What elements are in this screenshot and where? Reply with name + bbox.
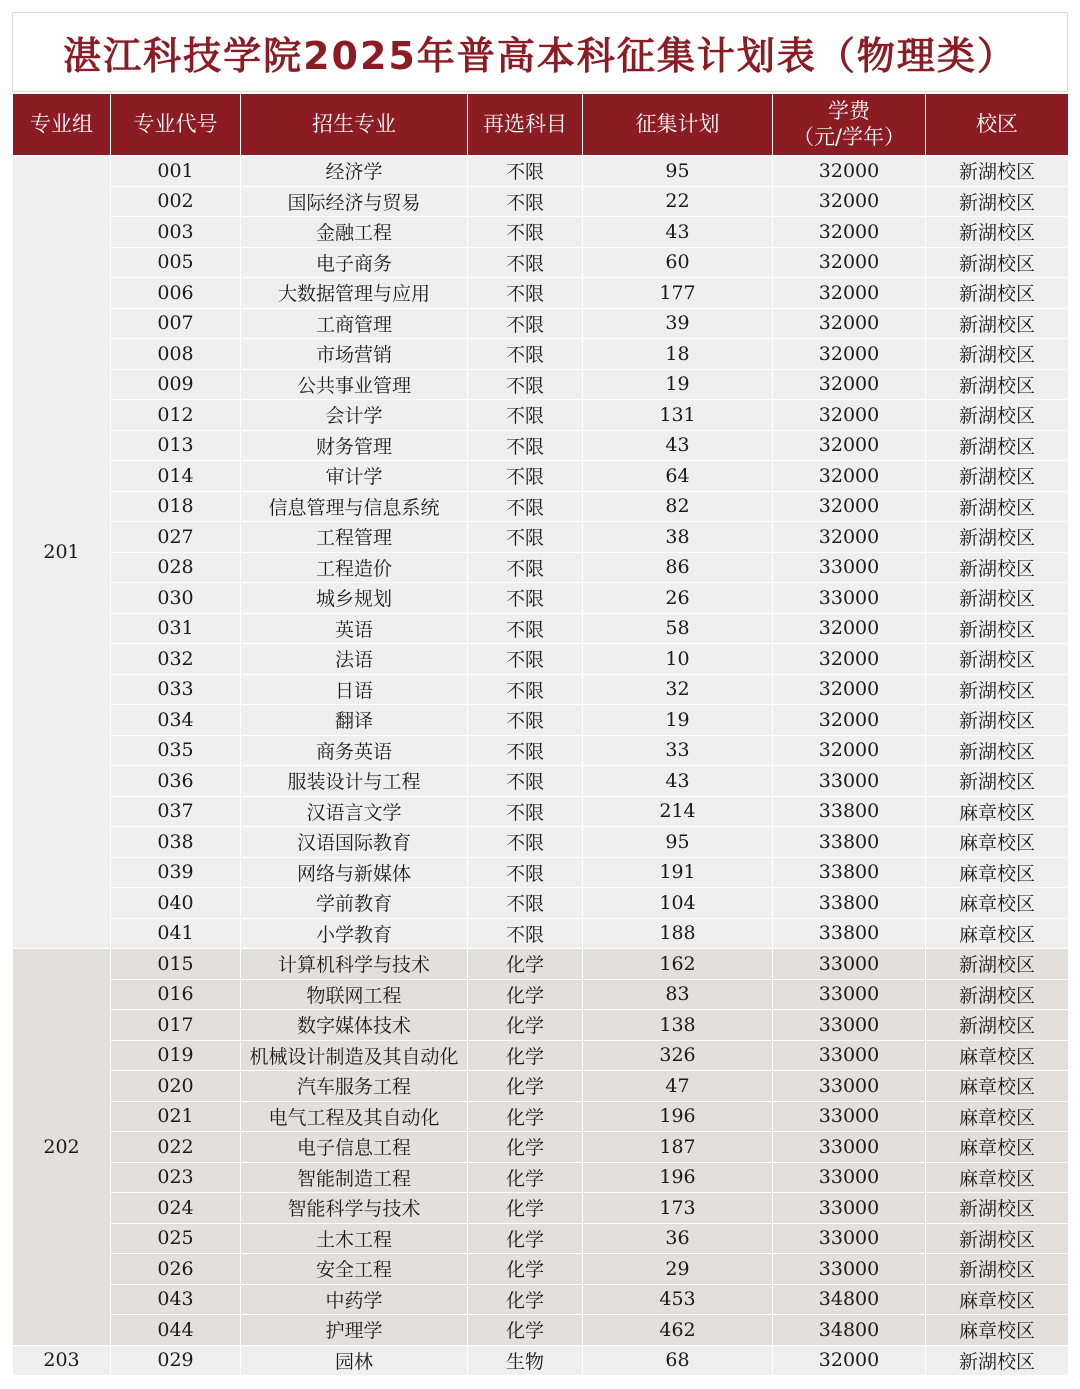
cell-plan: 191 [583, 857, 773, 888]
cell-plan: 95 [583, 156, 773, 187]
cell-code: 041 [111, 918, 241, 949]
cell-campus: 新湖校区 [926, 156, 1069, 187]
cell-fee: 33800 [773, 918, 926, 949]
cell-subject: 生物 [468, 1345, 583, 1376]
cell-subject: 不限 [468, 735, 583, 766]
cell-code: 013 [111, 430, 241, 461]
cell-plan: 19 [583, 705, 773, 736]
cell-fee: 33000 [773, 1010, 926, 1041]
cell-subject: 化学 [468, 1010, 583, 1041]
cell-code: 020 [111, 1071, 241, 1102]
cell-major: 工商管理 [241, 308, 468, 339]
cell-major: 汉语言文学 [241, 796, 468, 827]
cell-major: 汉语国际教育 [241, 827, 468, 858]
cell-subject: 不限 [468, 674, 583, 705]
cell-code: 034 [111, 705, 241, 736]
cell-campus: 新湖校区 [926, 644, 1069, 675]
cell-group: 202 [13, 949, 111, 1346]
cell-major: 数字媒体技术 [241, 1010, 468, 1041]
cell-fee: 33000 [773, 1132, 926, 1163]
cell-subject: 化学 [468, 1071, 583, 1102]
cell-campus: 麻章校区 [926, 1101, 1069, 1132]
cell-subject: 化学 [468, 949, 583, 980]
cell-plan: 173 [583, 1193, 773, 1224]
cell-major: 城乡规划 [241, 583, 468, 614]
cell-campus: 麻章校区 [926, 1284, 1069, 1315]
cell-campus: 新湖校区 [926, 1010, 1069, 1041]
cell-major: 财务管理 [241, 430, 468, 461]
table-row [13, 1284, 1069, 1315]
cell-plan: 38 [583, 522, 773, 553]
cell-major: 英语 [241, 613, 468, 644]
cell-fee: 32000 [773, 491, 926, 522]
cell-campus: 新湖校区 [926, 339, 1069, 370]
cell-code: 022 [111, 1132, 241, 1163]
cell-major: 机械设计制造及其自动化 [241, 1040, 468, 1071]
cell-plan: 43 [583, 430, 773, 461]
cell-code: 024 [111, 1193, 241, 1224]
cell-subject: 化学 [468, 1040, 583, 1071]
cell-campus: 新湖校区 [926, 522, 1069, 553]
cell-plan: 64 [583, 461, 773, 492]
cell-code: 033 [111, 674, 241, 705]
table-row [13, 705, 1069, 736]
cell-code: 009 [111, 369, 241, 400]
cell-fee: 32000 [773, 217, 926, 248]
cell-subject: 不限 [468, 705, 583, 736]
cell-major: 小学教育 [241, 918, 468, 949]
cell-major: 工程造价 [241, 552, 468, 583]
table-row [13, 430, 1069, 461]
table-row [13, 644, 1069, 675]
cell-plan: 95 [583, 827, 773, 858]
cell-plan: 39 [583, 308, 773, 339]
cell-major: 安全工程 [241, 1254, 468, 1285]
cell-campus: 新湖校区 [926, 461, 1069, 492]
cell-major: 信息管理与信息系统 [241, 491, 468, 522]
cell-subject: 化学 [468, 1162, 583, 1193]
header-fee-line2: （元/学年） [792, 124, 906, 149]
cell-fee: 32000 [773, 1345, 926, 1376]
cell-campus: 新湖校区 [926, 308, 1069, 339]
cell-campus: 麻章校区 [926, 1162, 1069, 1193]
header-campus: 校区 [926, 94, 1069, 156]
header-fee-line1: 学费 [828, 99, 870, 124]
cell-subject: 不限 [468, 400, 583, 431]
cell-fee: 33800 [773, 827, 926, 858]
cell-plan: 32 [583, 674, 773, 705]
cell-plan: 214 [583, 796, 773, 827]
cell-fee: 33000 [773, 979, 926, 1010]
cell-major: 日语 [241, 674, 468, 705]
cell-code: 040 [111, 888, 241, 919]
cell-code: 030 [111, 583, 241, 614]
cell-plan: 29 [583, 1254, 773, 1285]
cell-fee: 32000 [773, 735, 926, 766]
cell-campus: 麻章校区 [926, 1315, 1069, 1346]
cell-subject: 不限 [468, 522, 583, 553]
cell-campus: 新湖校区 [926, 186, 1069, 217]
cell-fee: 33000 [773, 552, 926, 583]
table-row [13, 522, 1069, 553]
cell-fee: 32000 [773, 400, 926, 431]
cell-subject: 化学 [468, 1101, 583, 1132]
cell-campus: 新湖校区 [926, 735, 1069, 766]
cell-code: 037 [111, 796, 241, 827]
cell-plan: 47 [583, 1071, 773, 1102]
title-box [12, 12, 1068, 92]
cell-campus: 新湖校区 [926, 369, 1069, 400]
cell-plan: 138 [583, 1010, 773, 1041]
cell-campus: 新湖校区 [926, 613, 1069, 644]
table-header-row [13, 94, 1069, 156]
header-major: 招生专业 [241, 94, 468, 156]
cell-campus: 新湖校区 [926, 491, 1069, 522]
cell-code: 044 [111, 1315, 241, 1346]
cell-plan: 19 [583, 369, 773, 400]
table-row [13, 552, 1069, 583]
cell-subject: 不限 [468, 369, 583, 400]
cell-major: 电气工程及其自动化 [241, 1101, 468, 1132]
cell-campus: 新湖校区 [926, 766, 1069, 797]
cell-campus: 麻章校区 [926, 918, 1069, 949]
cell-subject: 不限 [468, 644, 583, 675]
cell-code: 017 [111, 1010, 241, 1041]
cell-campus: 新湖校区 [926, 949, 1069, 980]
table-row [13, 613, 1069, 644]
cell-plan: 82 [583, 491, 773, 522]
cell-campus: 麻章校区 [926, 1040, 1069, 1071]
table-row [13, 308, 1069, 339]
cell-major: 会计学 [241, 400, 468, 431]
cell-code: 023 [111, 1162, 241, 1193]
cell-fee: 33000 [773, 1223, 926, 1254]
cell-fee: 32000 [773, 705, 926, 736]
cell-campus: 新湖校区 [926, 979, 1069, 1010]
cell-plan: 58 [583, 613, 773, 644]
cell-code: 035 [111, 735, 241, 766]
cell-plan: 326 [583, 1040, 773, 1071]
cell-major: 物联网工程 [241, 979, 468, 1010]
cell-fee: 32000 [773, 247, 926, 278]
cell-campus: 新湖校区 [926, 247, 1069, 278]
cell-major: 商务英语 [241, 735, 468, 766]
cell-subject: 不限 [468, 430, 583, 461]
cell-fee: 32000 [773, 186, 926, 217]
cell-code: 018 [111, 491, 241, 522]
cell-plan: 18 [583, 339, 773, 370]
cell-fee: 34800 [773, 1284, 926, 1315]
cell-major: 服装设计与工程 [241, 766, 468, 797]
header-fee [773, 94, 926, 156]
cell-campus: 新湖校区 [926, 278, 1069, 309]
cell-major: 计算机科学与技术 [241, 949, 468, 980]
cell-subject: 化学 [468, 979, 583, 1010]
cell-plan: 68 [583, 1345, 773, 1376]
cell-major: 国际经济与贸易 [241, 186, 468, 217]
cell-subject: 不限 [468, 247, 583, 278]
cell-plan: 196 [583, 1101, 773, 1132]
cell-code: 015 [111, 949, 241, 980]
cell-fee: 33800 [773, 796, 926, 827]
cell-plan: 131 [583, 400, 773, 431]
cell-major: 智能制造工程 [241, 1162, 468, 1193]
cell-campus: 麻章校区 [926, 888, 1069, 919]
cell-code: 029 [111, 1345, 241, 1376]
table-row [13, 949, 1069, 980]
cell-plan: 104 [583, 888, 773, 919]
cell-campus: 新湖校区 [926, 1193, 1069, 1224]
cell-fee: 32000 [773, 522, 926, 553]
cell-fee: 32000 [773, 339, 926, 370]
cell-plan: 462 [583, 1315, 773, 1346]
cell-fee: 32000 [773, 461, 926, 492]
cell-fee: 33000 [773, 1040, 926, 1071]
table-row [13, 461, 1069, 492]
cell-plan: 33 [583, 735, 773, 766]
cell-subject: 化学 [468, 1254, 583, 1285]
cell-campus: 新湖校区 [926, 705, 1069, 736]
cell-fee: 32000 [773, 613, 926, 644]
cell-major: 审计学 [241, 461, 468, 492]
cell-subject: 不限 [468, 583, 583, 614]
cell-plan: 86 [583, 552, 773, 583]
cell-code: 025 [111, 1223, 241, 1254]
cell-major: 园林 [241, 1345, 468, 1376]
cell-plan: 187 [583, 1132, 773, 1163]
cell-subject: 不限 [468, 766, 583, 797]
table-row [13, 247, 1069, 278]
cell-campus: 新湖校区 [926, 400, 1069, 431]
table-row [13, 827, 1069, 858]
table-row [13, 766, 1069, 797]
cell-fee: 32000 [773, 278, 926, 309]
cell-plan: 162 [583, 949, 773, 980]
cell-campus: 新湖校区 [926, 217, 1069, 248]
cell-fee: 32000 [773, 369, 926, 400]
cell-campus: 麻章校区 [926, 857, 1069, 888]
cell-fee: 32000 [773, 156, 926, 187]
cell-major: 经济学 [241, 156, 468, 187]
cell-major: 工程管理 [241, 522, 468, 553]
cell-fee: 32000 [773, 644, 926, 675]
cell-subject: 不限 [468, 491, 583, 522]
cell-plan: 453 [583, 1284, 773, 1315]
cell-campus: 麻章校区 [926, 796, 1069, 827]
cell-subject: 不限 [468, 796, 583, 827]
cell-code: 006 [111, 278, 241, 309]
cell-major: 护理学 [241, 1315, 468, 1346]
table-row [13, 1162, 1069, 1193]
cell-subject: 不限 [468, 827, 583, 858]
cell-fee: 33000 [773, 766, 926, 797]
cell-code: 039 [111, 857, 241, 888]
cell-subject: 不限 [468, 339, 583, 370]
cell-campus: 新湖校区 [926, 1223, 1069, 1254]
cell-plan: 36 [583, 1223, 773, 1254]
header-code: 专业代号 [111, 94, 241, 156]
cell-plan: 10 [583, 644, 773, 675]
table-row [13, 278, 1069, 309]
cell-major: 公共事业管理 [241, 369, 468, 400]
cell-code: 005 [111, 247, 241, 278]
cell-major: 金融工程 [241, 217, 468, 248]
cell-subject: 不限 [468, 217, 583, 248]
table-row [13, 1315, 1069, 1346]
cell-major: 智能科学与技术 [241, 1193, 468, 1224]
table-row [13, 339, 1069, 370]
cell-subject: 不限 [468, 613, 583, 644]
table-row [13, 1345, 1069, 1376]
cell-fee: 33000 [773, 1193, 926, 1224]
table-row [13, 888, 1069, 919]
cell-major: 汽车服务工程 [241, 1071, 468, 1102]
cell-code: 012 [111, 400, 241, 431]
table-row [13, 796, 1069, 827]
cell-fee: 33000 [773, 949, 926, 980]
cell-subject: 化学 [468, 1193, 583, 1224]
cell-major: 市场营销 [241, 339, 468, 370]
cell-fee: 33000 [773, 1162, 926, 1193]
table-row [13, 1040, 1069, 1071]
cell-major: 学前教育 [241, 888, 468, 919]
table-row [13, 1132, 1069, 1163]
cell-subject: 不限 [468, 278, 583, 309]
cell-major: 电子信息工程 [241, 1132, 468, 1163]
cell-fee: 32000 [773, 430, 926, 461]
cell-fee: 33000 [773, 583, 926, 614]
cell-subject: 化学 [468, 1223, 583, 1254]
table-row [13, 156, 1069, 187]
cell-code: 031 [111, 613, 241, 644]
cell-plan: 188 [583, 918, 773, 949]
cell-fee: 33800 [773, 857, 926, 888]
cell-major: 法语 [241, 644, 468, 675]
cell-group: 203 [13, 1345, 111, 1376]
cell-major: 大数据管理与应用 [241, 278, 468, 309]
cell-code: 003 [111, 217, 241, 248]
page-title: 湛江科技学院2025年普高本科征集计划表（物理类） [63, 33, 1017, 78]
cell-code: 021 [111, 1101, 241, 1132]
cell-plan: 22 [583, 186, 773, 217]
cell-plan: 60 [583, 247, 773, 278]
cell-subject: 不限 [468, 888, 583, 919]
table-row [13, 979, 1069, 1010]
cell-plan: 83 [583, 979, 773, 1010]
cell-subject: 不限 [468, 156, 583, 187]
cell-code: 002 [111, 186, 241, 217]
cell-subject: 化学 [468, 1284, 583, 1315]
cell-code: 019 [111, 1040, 241, 1071]
cell-code: 007 [111, 308, 241, 339]
cell-plan: 177 [583, 278, 773, 309]
cell-campus: 麻章校区 [926, 1071, 1069, 1102]
cell-major: 网络与新媒体 [241, 857, 468, 888]
cell-fee: 33000 [773, 1071, 926, 1102]
cell-code: 014 [111, 461, 241, 492]
cell-subject: 不限 [468, 461, 583, 492]
table-row [13, 857, 1069, 888]
cell-group: 201 [13, 156, 111, 949]
enrollment-plan-table [12, 94, 1069, 1376]
cell-subject: 不限 [468, 308, 583, 339]
header-group: 专业组 [13, 94, 111, 156]
cell-code: 001 [111, 156, 241, 187]
cell-subject: 不限 [468, 857, 583, 888]
table-row [13, 217, 1069, 248]
cell-campus: 麻章校区 [926, 1132, 1069, 1163]
cell-code: 016 [111, 979, 241, 1010]
table-row [13, 491, 1069, 522]
cell-code: 032 [111, 644, 241, 675]
cell-campus: 新湖校区 [926, 1254, 1069, 1285]
cell-campus: 麻章校区 [926, 827, 1069, 858]
cell-fee: 32000 [773, 308, 926, 339]
cell-plan: 196 [583, 1162, 773, 1193]
cell-code: 036 [111, 766, 241, 797]
table-row [13, 1010, 1069, 1041]
cell-campus: 新湖校区 [926, 552, 1069, 583]
cell-fee: 33000 [773, 1254, 926, 1285]
cell-major: 土木工程 [241, 1223, 468, 1254]
table-row [13, 1071, 1069, 1102]
cell-code: 026 [111, 1254, 241, 1285]
table-row [13, 186, 1069, 217]
table-row [13, 583, 1069, 614]
table-row [13, 1254, 1069, 1285]
cell-campus: 新湖校区 [926, 674, 1069, 705]
cell-campus: 新湖校区 [926, 430, 1069, 461]
cell-fee: 33800 [773, 888, 926, 919]
header-subject: 再选科目 [468, 94, 583, 156]
table-row [13, 735, 1069, 766]
table-body [13, 156, 1069, 1376]
cell-major: 中药学 [241, 1284, 468, 1315]
cell-major: 电子商务 [241, 247, 468, 278]
table-row [13, 369, 1069, 400]
cell-fee: 32000 [773, 674, 926, 705]
table-row [13, 1223, 1069, 1254]
cell-subject: 不限 [468, 186, 583, 217]
cell-subject: 不限 [468, 918, 583, 949]
cell-code: 027 [111, 522, 241, 553]
cell-campus: 新湖校区 [926, 1345, 1069, 1376]
cell-subject: 化学 [468, 1132, 583, 1163]
header-plan: 征集计划 [583, 94, 773, 156]
cell-code: 043 [111, 1284, 241, 1315]
table-row [13, 674, 1069, 705]
cell-subject: 不限 [468, 552, 583, 583]
cell-fee: 33000 [773, 1101, 926, 1132]
cell-major: 翻译 [241, 705, 468, 736]
cell-code: 008 [111, 339, 241, 370]
cell-code: 028 [111, 552, 241, 583]
table-row [13, 400, 1069, 431]
table-row [13, 1193, 1069, 1224]
cell-subject: 化学 [468, 1315, 583, 1346]
table-row [13, 918, 1069, 949]
cell-plan: 43 [583, 217, 773, 248]
cell-code: 038 [111, 827, 241, 858]
cell-plan: 26 [583, 583, 773, 614]
cell-fee: 34800 [773, 1315, 926, 1346]
cell-campus: 新湖校区 [926, 583, 1069, 614]
cell-plan: 43 [583, 766, 773, 797]
table-row [13, 1101, 1069, 1132]
